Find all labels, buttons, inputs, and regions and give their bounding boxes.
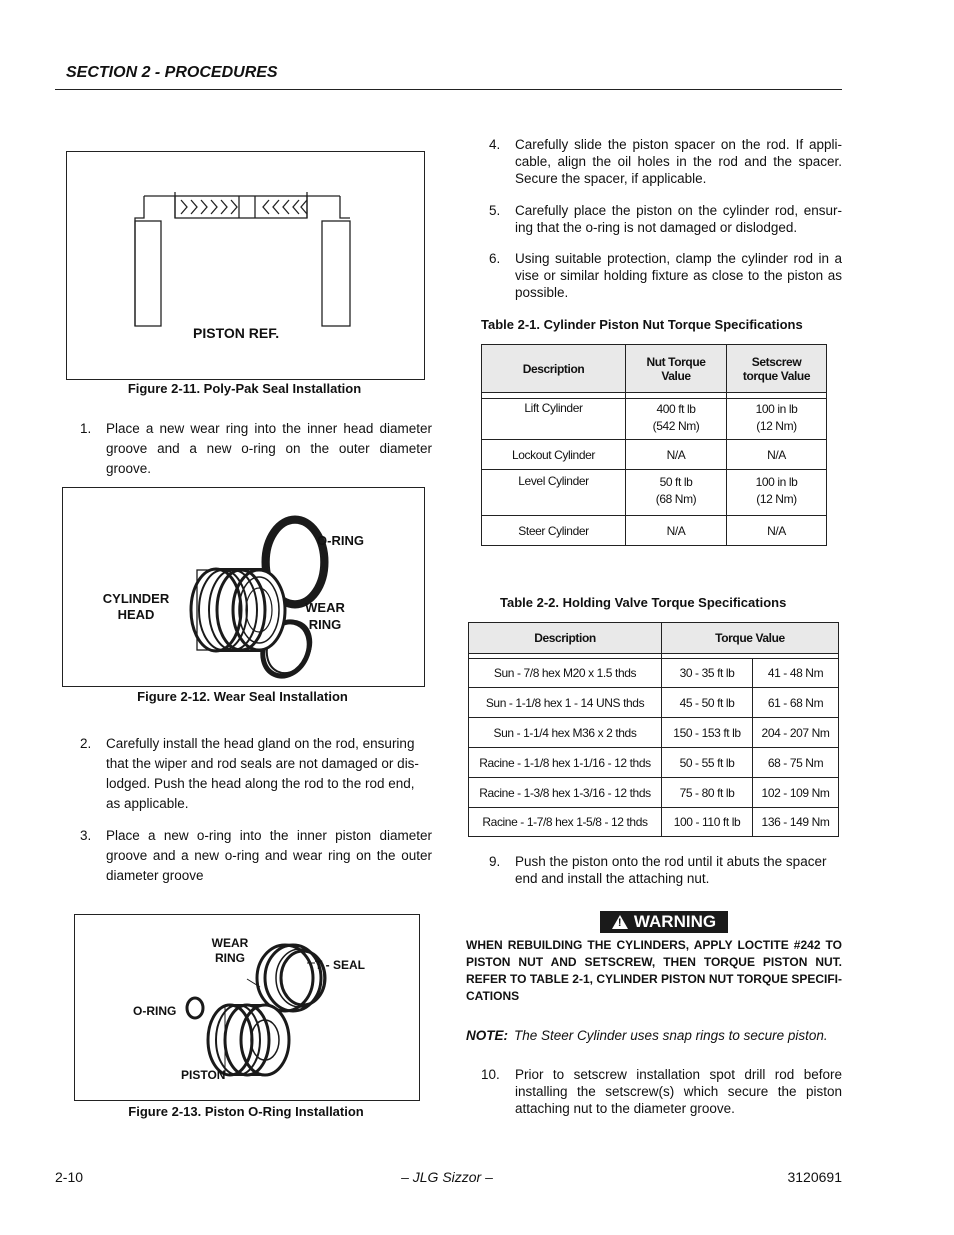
table-cell: 75 - 80 ft lb <box>662 778 753 808</box>
table-row <box>469 748 839 778</box>
column-header: Torque Value <box>662 623 839 654</box>
warning-badge <box>600 911 728 933</box>
step-text: Carefully place the piston on the cylinder rod, ensur-ing that the o-ring is not damaged or dislodged. <box>515 203 842 235</box>
wear-ring-label-1: WEAR <box>305 600 345 615</box>
step-text: Using suitable protection, clamp the cylinder rod in a vise or similar holding fixture as close to the piston as possible. <box>515 251 842 300</box>
table-row <box>469 808 839 837</box>
column-header: Description <box>469 623 662 654</box>
table-cell: 400 ft lb (542 Nm) <box>626 399 727 440</box>
step-2 <box>80 734 432 816</box>
piston-label: PISTON <box>181 1068 226 1082</box>
step-4 <box>489 136 842 190</box>
table-row <box>482 516 827 546</box>
step-text: Carefully install the head gland on the rod, ensuring that the wiper and rod seals are not damaged or dis-lodged. Push the head along the rod to the rod end, as applicable. <box>106 736 419 811</box>
step-1 <box>80 419 432 481</box>
table-cell: Racine - 1-3/8 hex 1-3/16 - 12 thds <box>469 778 662 808</box>
column-header: Setscrew torque Value <box>727 345 827 393</box>
table-cell: Steer Cylinder <box>482 516 626 546</box>
wear-seal-illustration <box>63 488 424 686</box>
table-cell: Level Cylinder <box>482 470 626 516</box>
table-row <box>469 688 839 718</box>
cylinder-head-label-2: HEAD <box>117 607 155 622</box>
step-6 <box>489 250 842 304</box>
wear-ring-label-2: RING <box>215 951 245 965</box>
column-header: Nut Torque Value <box>626 345 727 393</box>
step-5 <box>489 202 842 238</box>
table-cell: Sun - 1-1/4 hex M36 x 2 thds <box>469 718 662 748</box>
table-cell: 150 - 153 ft lb <box>662 718 753 748</box>
column-header: Description <box>482 345 626 393</box>
table-cell: 50 ft lb (68 Nm) <box>626 470 727 516</box>
table-row <box>469 718 839 748</box>
warning-icon: ! <box>612 915 628 929</box>
table-cell: 61 - 68 Nm <box>753 688 839 718</box>
step-text: Carefully slide the piston spacer on the rod. If appli-cable, align the oil holes in the rod and the spacer. Secure the spacer, if applicable. <box>515 137 842 186</box>
table-2-1-title: Table 2-1. Cylinder Piston Nut Torque Specifications <box>481 317 803 332</box>
figure-2-11-caption: Figure 2-11. Poly-Pak Seal Installation <box>127 381 362 396</box>
step-text: Place a new o-ring into the inner piston diameter groove and a new o-ring and wear ring on the outer diameter groove <box>106 828 432 883</box>
table-cell: N/A <box>626 440 727 470</box>
wear-ring-label-2: RING <box>308 617 342 632</box>
step-text: Place a new wear ring into the inner head diameter groove and a new o-ring on the outer diameter groove. <box>106 421 432 476</box>
header-rule <box>55 89 842 90</box>
table-cell: 100 in lb (12 Nm) <box>727 470 827 516</box>
step-number: 10. <box>481 1067 500 1082</box>
table-cell: Sun - 1-1/8 hex 1 - 14 UNS thds <box>469 688 662 718</box>
step-text: Push the piston onto the rod until it abuts the spacer end and install the attaching nut. <box>515 854 827 886</box>
step-number: 5. <box>489 203 501 218</box>
table-cell: N/A <box>626 516 727 546</box>
figure-2-13-caption: Figure 2-13. Piston O-Ring Installation <box>128 1104 364 1119</box>
table-cell: Sun - 7/8 hex M20 x 1.5 thds <box>469 659 662 688</box>
page-number: 2-10 <box>55 1169 84 1185</box>
footer-title: – JLG Sizzor – <box>401 1169 493 1185</box>
table-cell: Lockout Cylinder <box>482 440 626 470</box>
poly-pak-seal-illustration <box>67 152 424 379</box>
cylinder-head-label-1: CYLINDER <box>102 591 170 606</box>
table-row <box>482 440 827 470</box>
document-number: 3120691 <box>787 1169 842 1185</box>
table-cell: 102 - 109 Nm <box>753 778 839 808</box>
wear-ring-label-1: WEAR <box>211 936 249 950</box>
table-row <box>482 470 827 516</box>
section-title: SECTION 2 - PROCEDURES <box>66 64 278 81</box>
note-label: NOTE: <box>466 1028 508 1043</box>
table-cell: 45 - 50 ft lb <box>662 688 753 718</box>
o-ring-label: O-RING <box>317 533 364 548</box>
figure-2-11 <box>66 151 425 380</box>
table-2-2-title: Table 2-2. Holding Valve Torque Specifications <box>500 595 787 610</box>
table-cell: 41 - 48 Nm <box>753 659 839 688</box>
table-2-2 <box>468 622 839 837</box>
note-text: The Steer Cylinder uses snap rings to secure piston. <box>514 1028 828 1043</box>
table-cell: Lift Cylinder <box>482 399 626 440</box>
table-cell: Racine - 1-1/8 hex 1-1/16 - 12 thds <box>469 748 662 778</box>
step-text: Prior to setscrew installation spot drill rod before installing the setscrew(s) which secure the piston attaching nut to the diameter groove. <box>515 1067 842 1116</box>
table-cell: 100 - 110 ft lb <box>662 808 753 837</box>
table-cell: 30 - 35 ft lb <box>662 659 753 688</box>
table-cell: 100 in lb (12 Nm) <box>727 399 827 440</box>
piston-ref-label: PISTON REF. <box>193 325 280 341</box>
table-cell: N/A <box>727 516 827 546</box>
step-number: 6. <box>489 251 501 266</box>
figure-2-13 <box>74 914 420 1101</box>
table-row <box>469 659 839 688</box>
table-row <box>469 778 839 808</box>
t-seal-label: T - SEAL <box>315 958 365 972</box>
table-cell: Racine - 1-7/8 hex 1-5/8 - 12 thds <box>469 808 662 837</box>
step-number: 9. <box>489 854 501 869</box>
step-number: 4. <box>489 137 501 152</box>
note <box>466 1028 846 1043</box>
step-number: 1. <box>80 421 92 436</box>
table-cell: 50 - 55 ft lb <box>662 748 753 778</box>
figure-2-12-caption: Figure 2-12. Wear Seal Installation <box>137 689 348 704</box>
table-2-1 <box>481 344 827 546</box>
figure-2-12 <box>62 487 425 687</box>
step-number: 3. <box>80 828 92 843</box>
table-cell: 136 - 149 Nm <box>753 808 839 837</box>
table-cell: 204 - 207 Nm <box>753 718 839 748</box>
table-cell: N/A <box>727 440 827 470</box>
o-ring-label: O-RING <box>133 1004 177 1018</box>
table-row <box>482 399 827 440</box>
warning-text: WHEN REBUILDING THE CYLINDERS, APPLY LOCTITE #242 TO PISTON NUT AND SETSCREW, THEN TORQUE PISTON NUT. REFER TO TABLE 2-1, CYLINDER PISTON NUT TORQUE SPECIFI-CATIONS <box>466 938 842 1003</box>
warning-label: WARNING <box>633 912 717 931</box>
step-3 <box>80 826 432 888</box>
table-cell: 68 - 75 Nm <box>753 748 839 778</box>
step-9 <box>489 853 842 889</box>
step-10 <box>481 1066 842 1120</box>
step-number: 2. <box>80 736 92 751</box>
